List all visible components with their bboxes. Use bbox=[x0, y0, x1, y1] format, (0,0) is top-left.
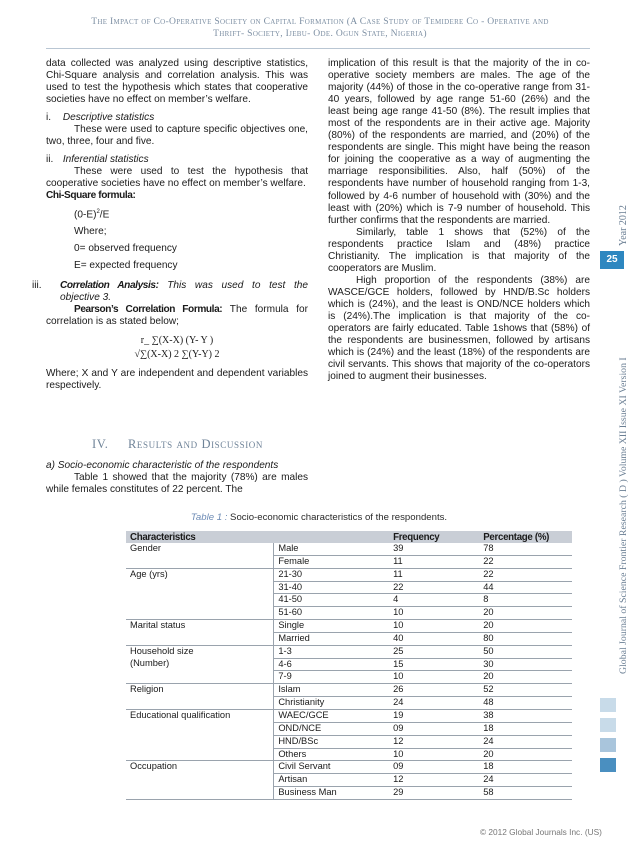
year-sidebar bbox=[606, 186, 630, 246]
row-category: 51-60 bbox=[274, 607, 389, 620]
row-frequency: 09 bbox=[389, 722, 479, 735]
correlation-title: Correlation Analysis: bbox=[60, 280, 159, 292]
row-category: WAEC/GCE bbox=[274, 709, 389, 722]
intro-paragraph: data collected was analyzed using descriptive statistics, Chi-Square analysis and correlation analysis. This was used to test the hypothesis which states that cooperative societies have no effect on member’s welfare. bbox=[46, 58, 308, 106]
descriptive-text: These were used to capture specific objectives one, two, three, four and five. bbox=[46, 124, 308, 148]
row-characteristic bbox=[126, 787, 274, 800]
row-category: 31-40 bbox=[274, 581, 389, 594]
header-line-2: Thrift- Society, Ijebu- Ode. Ogun State, Nigeria) bbox=[213, 28, 427, 39]
section-heading bbox=[92, 437, 263, 452]
descriptive-title: Descriptive statistics bbox=[62, 112, 155, 124]
correlation-heading bbox=[32, 280, 308, 304]
table-row bbox=[126, 658, 572, 671]
row-percentage: 44 bbox=[479, 581, 572, 594]
pearson-title: Pearson’s Correlation Formula: bbox=[74, 304, 223, 316]
right-paragraph-3: High proportion of the respondents (38%) are WASCE/GCE holders, followed by HND/B.Sc holders which is (24%), and the least is OND/NCE holders which is (24%).The implication is that majority of the co-operators are fairly educated. Table 1shows that (58%) of the respondents are businessmen, followed by artisans which is (24%) and the least (18%) of the respondents are civil servants. This shows that majority of the co-operators joined to augment their businesses. bbox=[328, 274, 590, 383]
row-percentage: 48 bbox=[479, 697, 572, 710]
decor-square-3 bbox=[600, 738, 616, 752]
formula-numerator: r_ ∑(X-X) (Y- Y ) bbox=[140, 335, 214, 347]
running-header bbox=[40, 16, 600, 40]
chi-formula-sup: 2 bbox=[96, 208, 100, 215]
row-category: OND/NCE bbox=[274, 722, 389, 735]
table-row bbox=[126, 543, 572, 555]
row-frequency: 10 bbox=[389, 748, 479, 761]
row-category: 4-6 bbox=[274, 658, 389, 671]
row-percentage: 20 bbox=[479, 748, 572, 761]
row-frequency: 24 bbox=[389, 697, 479, 710]
correlation-text: This was used to test the objective 3. bbox=[60, 280, 308, 304]
row-characteristic: Educational qualification bbox=[126, 709, 274, 722]
row-category: Civil Servant bbox=[274, 761, 389, 774]
table-row bbox=[126, 632, 572, 645]
row-frequency: 19 bbox=[389, 709, 479, 722]
table-row bbox=[126, 787, 572, 800]
row-category: Married bbox=[274, 632, 389, 645]
correlation-formula bbox=[46, 334, 308, 362]
socio-economic-table bbox=[126, 531, 572, 800]
inferential-text: These were used to test the hypothesis that cooperative societies have no effect on member’s welfare. bbox=[46, 166, 308, 190]
chi-square-title: Chi-Square formula: bbox=[46, 190, 136, 202]
row-percentage: 58 bbox=[479, 787, 572, 800]
table-row bbox=[126, 761, 572, 774]
descriptive-heading bbox=[46, 112, 308, 124]
row-characteristic: Age (yrs) bbox=[126, 568, 274, 581]
row-characteristic bbox=[126, 632, 274, 645]
table-row bbox=[126, 594, 572, 607]
subsection-a bbox=[46, 460, 308, 496]
table-row bbox=[126, 722, 572, 735]
row-characteristic bbox=[126, 697, 274, 710]
row-characteristic bbox=[126, 594, 274, 607]
table-row bbox=[126, 697, 572, 710]
header-frequency: Frequency bbox=[389, 531, 479, 543]
row-frequency: 22 bbox=[389, 581, 479, 594]
row-percentage: 52 bbox=[479, 684, 572, 697]
row-characteristic: Marital status bbox=[126, 620, 274, 633]
row-percentage: 8 bbox=[479, 594, 572, 607]
row-characteristic bbox=[126, 607, 274, 620]
table-row bbox=[126, 555, 572, 568]
expected-definition: E= expected frequency bbox=[74, 260, 178, 272]
row-characteristic: Gender bbox=[126, 543, 274, 555]
formula-denominator: √∑(X-X) 2 ∑(Y-Y) 2 bbox=[134, 349, 220, 361]
header-percentage: Percentage (%) bbox=[479, 531, 572, 543]
row-characteristic: Religion bbox=[126, 684, 274, 697]
row-category: Single bbox=[274, 620, 389, 633]
roman-iii: iii. bbox=[32, 280, 42, 292]
header-divider bbox=[46, 48, 590, 49]
row-category: Islam bbox=[274, 684, 389, 697]
row-characteristic: Occupation bbox=[126, 761, 274, 774]
row-category: 7-9 bbox=[274, 671, 389, 684]
pearson-text: The formula for correlation is as stated below; bbox=[46, 304, 308, 328]
caption-label: Table 1 : bbox=[190, 512, 228, 523]
table-row bbox=[126, 607, 572, 620]
table-row bbox=[126, 709, 572, 722]
table-row bbox=[126, 735, 572, 748]
row-frequency: 26 bbox=[389, 684, 479, 697]
subsection-a-text: Table 1 showed that the majority (78%) are males while females constitutes of 22 percent. The bbox=[46, 472, 308, 496]
table-row bbox=[126, 748, 572, 761]
table-header-row bbox=[126, 531, 572, 543]
row-characteristic bbox=[126, 748, 274, 761]
where-label: Where; bbox=[74, 225, 107, 237]
row-frequency: 25 bbox=[389, 645, 479, 658]
row-percentage: 20 bbox=[479, 671, 572, 684]
observed-definition: 0= observed frequency bbox=[74, 242, 177, 254]
table-row bbox=[126, 581, 572, 594]
section-title: Results and Discussion bbox=[128, 437, 264, 451]
row-percentage: 20 bbox=[479, 620, 572, 633]
row-frequency: 15 bbox=[389, 658, 479, 671]
table-row bbox=[126, 568, 572, 581]
roman-i: i. bbox=[46, 112, 52, 124]
row-category: Christianity bbox=[274, 697, 389, 710]
row-percentage: 24 bbox=[479, 774, 572, 787]
table-row bbox=[126, 671, 572, 684]
decor-square-2 bbox=[600, 718, 616, 732]
row-characteristic: (Number) bbox=[126, 658, 274, 671]
inferential-title: Inferential statistics bbox=[62, 154, 149, 166]
year-label: Year 2012 bbox=[618, 205, 629, 246]
row-category: Female bbox=[274, 555, 389, 568]
decor-square-1 bbox=[600, 698, 616, 712]
chi-formula-part-a: (0-E) bbox=[74, 208, 97, 220]
row-category: Male bbox=[278, 543, 299, 553]
row-characteristic bbox=[126, 581, 274, 594]
table-body bbox=[126, 543, 572, 799]
row-frequency: 40 bbox=[389, 632, 479, 645]
row-category: Others bbox=[274, 748, 389, 761]
row-category: 41-50 bbox=[274, 594, 389, 607]
row-frequency: 10 bbox=[389, 671, 479, 684]
header-category bbox=[274, 531, 389, 543]
header-characteristics: Characteristics bbox=[126, 531, 274, 543]
row-characteristic: Household size bbox=[126, 645, 274, 658]
chi-formula-part-b: /E bbox=[99, 208, 110, 220]
row-frequency: 11 bbox=[389, 568, 479, 581]
row-frequency: 09 bbox=[389, 761, 479, 774]
subsection-a-title: a) Socio-economic characteristic of the respondents bbox=[46, 460, 279, 471]
row-characteristic bbox=[126, 735, 274, 748]
chi-square-formula bbox=[46, 206, 308, 221]
row-frequency: 12 bbox=[389, 735, 479, 748]
row-percentage: 20 bbox=[479, 607, 572, 620]
row-category: Business Man bbox=[274, 787, 389, 800]
row-frequency: 4 bbox=[389, 594, 479, 607]
journal-info: Global Journal of Science Frontier Research ( D ) Volume XII Issue XI Version I bbox=[618, 357, 629, 674]
table-caption bbox=[0, 512, 638, 523]
row-characteristic bbox=[126, 722, 274, 735]
row-frequency: 29 bbox=[389, 787, 479, 800]
row-percentage: 18 bbox=[479, 761, 572, 774]
left-column bbox=[32, 58, 308, 392]
table-row bbox=[126, 620, 572, 633]
row-percentage: 18 bbox=[479, 722, 572, 735]
row-percentage: 38 bbox=[479, 709, 572, 722]
copyright-notice: © 2012 Global Journals Inc. (US) bbox=[480, 827, 602, 837]
header-line-1: The Impact of Co-Operative Society on Capital Formation (A Case Study of Temidere Co - Operative and bbox=[91, 16, 549, 27]
right-column bbox=[328, 58, 590, 383]
row-characteristic bbox=[126, 671, 274, 684]
row-characteristic bbox=[126, 555, 274, 568]
row-frequency: 10 bbox=[389, 620, 479, 633]
table-row bbox=[126, 774, 572, 787]
row-percentage: 80 bbox=[479, 632, 572, 645]
row-percentage: 78 bbox=[483, 543, 494, 553]
right-paragraph-2: Similarly, table 1 shows that (52%) of the respondents practice Islam and (48%) practice Christianity. The implication is that majority of the cooperators are Muslim. bbox=[328, 226, 590, 274]
row-percentage: 30 bbox=[479, 658, 572, 671]
row-characteristic bbox=[126, 774, 274, 787]
table-row bbox=[126, 645, 572, 658]
table-row bbox=[126, 684, 572, 697]
row-percentage: 24 bbox=[479, 735, 572, 748]
row-category: HND/BSc bbox=[274, 735, 389, 748]
row-percentage: 22 bbox=[479, 568, 572, 581]
roman-ii: ii. bbox=[46, 154, 54, 166]
row-frequency: 10 bbox=[389, 607, 479, 620]
row-frequency: 12 bbox=[389, 774, 479, 787]
row-frequency: 11 bbox=[389, 555, 479, 568]
row-category: Artisan bbox=[274, 774, 389, 787]
row-category: 21-30 bbox=[274, 568, 389, 581]
row-category: 1-3 bbox=[274, 645, 389, 658]
row-percentage: 22 bbox=[479, 555, 572, 568]
page-number-badge: 25 bbox=[600, 251, 624, 269]
row-percentage: 50 bbox=[479, 645, 572, 658]
right-paragraph-1: implication of this result is that the majority of the in co-operative society members are males. The age of the majority (44%) of those in the co-operative range from 31-40 years, followed by age range 51-60 (26%) and the least being age range 41-50 (8%). The result implies that most of the respondents are in their active age. Majority (80%) of the respondents are married, and (20%) of the respondents are single. This might have being the reason for joining the cooperative as a way of augmenting the marriage responsibilities. Also, half (50%) of the respondents have number of household ranging from 1-3, followed by 4-6 number of household with (30%) and the least with (20%) which is 7-9 number of household. This further confirms that the respondents are married. bbox=[328, 58, 590, 226]
section-number: IV. bbox=[92, 437, 109, 451]
variables-note: Where; X and Y are independent and dependent variables respectively. bbox=[46, 368, 308, 392]
row-frequency: 39 bbox=[393, 543, 404, 553]
pearson-paragraph bbox=[46, 304, 308, 328]
decor-square-4 bbox=[600, 758, 616, 772]
inferential-heading bbox=[46, 154, 308, 166]
caption-text: Socio-economic characteristics of the respondents. bbox=[230, 512, 448, 523]
